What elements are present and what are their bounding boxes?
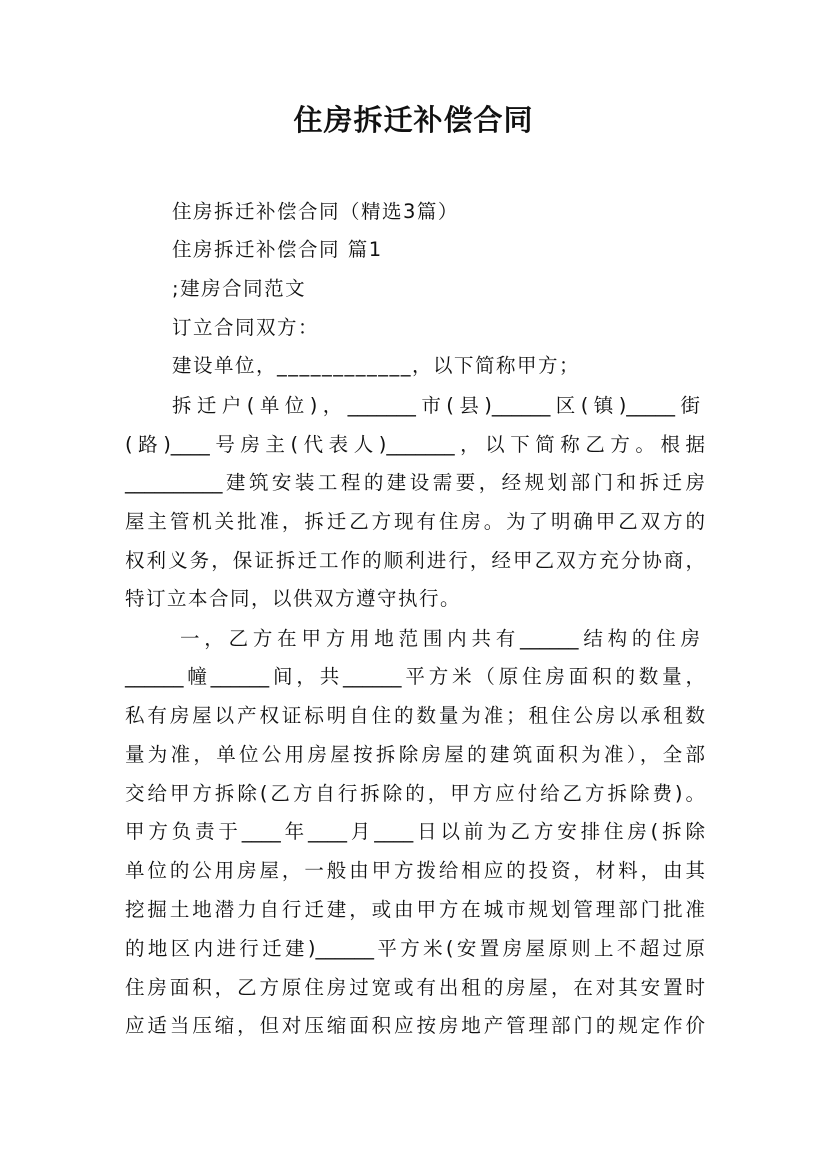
document-title: 住房拆迁补偿合同 [293,103,534,137]
paragraph-line: 住房拆迁补偿合同（精选3篇） [172,200,459,223]
paragraph-line: 单位的公用房屋，一般由甲方拨给相应的投资，材料，由其 [125,859,705,882]
paragraph-line: (路)____号房主(代表人)_______，以下简称乙方。根据 [125,433,705,456]
paragraph-line: 应适当压缩，但对压缩面积应按房地产管理部门的规定作价 [125,1014,705,1037]
paragraph-line: 权利义务，保证拆迁工作的顺利进行，经甲乙双方充分协商， [125,549,705,572]
paragraph-line: 住房面积，乙方原住房过宽或有出租的房屋，在对其安置时 [125,976,705,999]
paragraph-line: __________建筑安装工程的建设需要，经规划部门和拆迁房 [125,471,705,494]
paragraph-line: 一，乙方在甲方用地范围内共有______结构的住房 [180,627,700,650]
paragraph-line: 挖掘土地潜力自行迁建，或由甲方在城市规划管理部门批准 [125,898,705,921]
paragraph-line: 特订立本合同，以供双方遵守执行。 [125,587,462,610]
paragraph-line: 私有房屋以产权证标明自住的数量为准；租住公房以承租数 [125,704,705,727]
paragraph-line: 交给甲方拆除(乙方自行拆除的，甲方应付给乙方拆除费)。 [125,782,705,805]
paragraph-line: 的地区内进行迁建)______平方米(安置房屋原则上不超过原 [125,937,705,960]
paragraph-line: 住房拆迁补偿合同 篇1 [172,238,383,261]
paragraph-line: 建设单位，____________，以下简称甲方； [172,354,581,377]
paragraph-line: 量为准，单位公用房屋按拆除房屋的建筑面积为准），全部 [125,743,705,766]
paragraph-line: ______幢______间，共______平方米（原住房面积的数量， [125,665,705,688]
paragraph-line: 屋主管机关批准，拆迁乙方现有住房。为了明确甲乙双方的 [125,510,705,533]
paragraph-line: 订立合同双方： [172,316,320,339]
paragraph-line: 甲方负责于____年____月____日以前为乙方安排住房(拆除 [125,820,705,843]
paragraph-line: ;建房合同范文 [172,277,307,300]
paragraph-line: 拆迁户(单位)，_______市(县)______区(镇)_____街 [172,394,700,417]
